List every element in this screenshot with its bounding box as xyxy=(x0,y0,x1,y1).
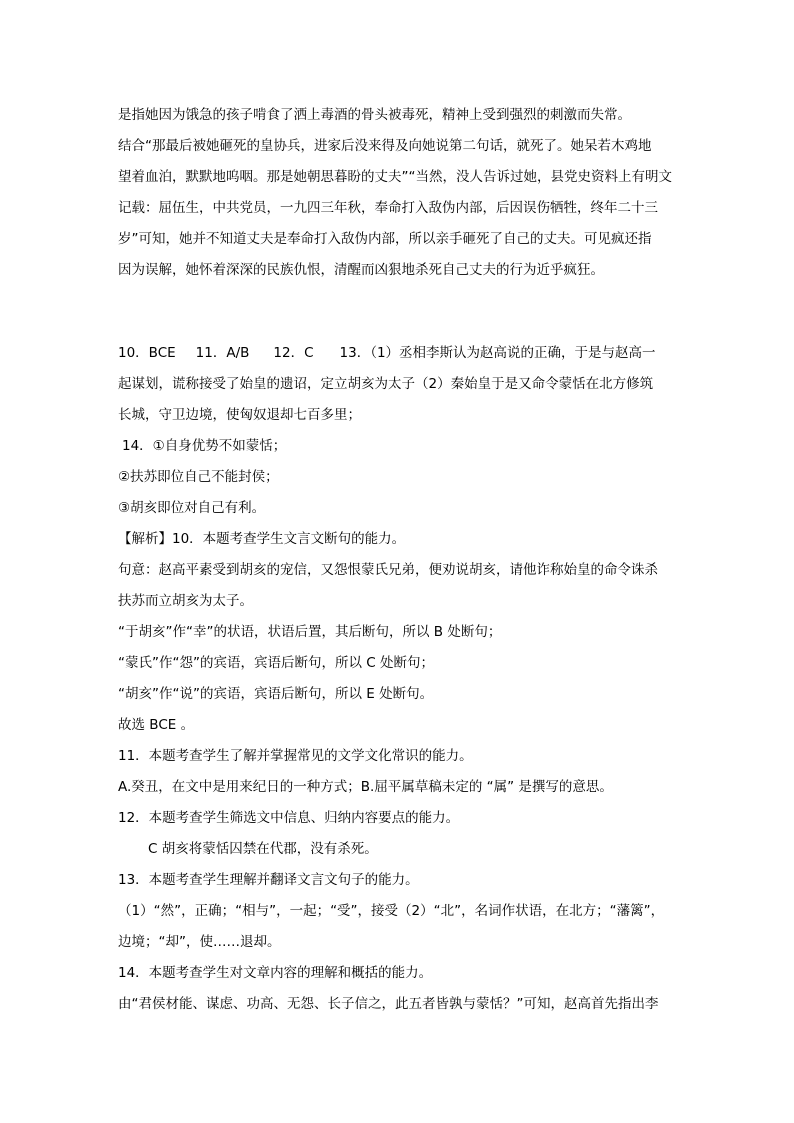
answer-q13-start: 13．（1）丞相李斯认为赵高说的正确，于是与赵高一 xyxy=(339,345,656,361)
answer-q13-line-2: 起谋划，谎称接受了始皇的遗诏，定立胡亥为太子（2）秦始皇于是又命令蒙恬在北方修筑 xyxy=(118,376,654,392)
explanation-line-13: （1）“然”，正确；“相与”，一起；“受”，接受（2）“北”，名词作状语，在北方；“藩篱”， xyxy=(118,903,665,919)
explanation-line-15: 14．本题考查学生对文章内容的理解和概括的能力。 xyxy=(118,965,433,981)
analysis-line-4: 记载：屈伍生，中共党员，一九四三年秋，奉命打入敌伪内部，后因误伤牺牲，终年二十三 xyxy=(118,200,658,216)
explanation-line-1: 【解析】10．本题考查学生文言文断句的能力。 xyxy=(118,531,406,547)
answer-q14-line-1: 14．①自身优势不如蒙恬； xyxy=(122,438,287,454)
explanation-line-2: 句意：赵高平素受到胡亥的宠信，又怨恨蒙氏兄弟，便劝说胡亥，请他诈称始皇的命令诛杀 xyxy=(118,562,658,578)
answer-q13-line-3: 长城，守卫边境，使匈奴退却七百多里； xyxy=(118,407,361,423)
analysis-line-2: 结合“那最后被她砸死的皇协兵，进家后没来得及向她说第二句话，就死了。她呆若木鸡地 xyxy=(118,138,652,154)
explanation-line-10: 12．本题考查学生筛选文中信息、归纳内容要点的能力。 xyxy=(118,810,460,826)
explanation-line-7: 故选 BCE 。 xyxy=(118,717,195,733)
analysis-line-1: 是指她因为饿急的孩子啃食了洒上毒酒的骨头被毒死，精神上受到强烈的刺激而失常。 xyxy=(118,107,631,123)
answer-q14-line-3: ③胡亥即位对自己有利。 xyxy=(118,500,266,516)
answer-q14-line-2: ②扶苏即位自己不能封侯； xyxy=(118,469,279,485)
explanation-line-6: “胡亥”作“说”的宾语，宾语后断句，所以 E 处断句。 xyxy=(118,686,434,702)
explanation-line-14: 边境；“却”，使……退却。 xyxy=(118,934,281,950)
analysis-line-3: 望着血泊，默默地呜咽。那是她朝思暮盼的丈夫”“当然，没人告诉过她，县党史资料上有明文 xyxy=(118,169,672,185)
explanation-line-8: 11．本题考查学生了解并掌握常见的文学文化常识的能力。 xyxy=(118,748,473,764)
section-gap xyxy=(118,286,682,338)
explanation-line-4: “于胡亥”作“幸”的状语，状语后置，其后断句，所以 B 处断句； xyxy=(118,624,502,640)
document-page xyxy=(118,100,682,1020)
analysis-line-5: 岁”可知，她并不知道丈夫是奉命打入敌伪内部，所以亲手砸死了自己的丈夫。可见疯还指 xyxy=(118,231,652,247)
analysis-line-6: 因为误解，她怀着深深的民族仇恨，清醒而凶狠地杀死自己丈夫的行为近乎疯狂。 xyxy=(118,262,604,278)
answer-q12: 12．C xyxy=(273,345,314,361)
explanation-line-3: 扶苏而立胡亥为太子。 xyxy=(118,593,253,609)
explanation-line-9: A.癸丑，在文中是用来纪日的一种方式；B.屈平属草稿未定的 “属” 是撰写的意思。 xyxy=(118,779,613,795)
explanation-line-11: C 胡亥将蒙恬囚禁在代郡，没有杀死。 xyxy=(148,841,378,857)
explanation-line-16: 由“君侯材能、谋虑、功高、无怨、长子信之，此五者皆孰与蒙恬？”可知，赵高首先指出李 xyxy=(118,996,659,1012)
answer-q10: 10．BCE xyxy=(118,345,176,361)
explanation-line-5: “蒙氏”作“怨”的宾语，宾语后断句，所以 C 处断句； xyxy=(118,655,434,671)
answer-q11: 11．A/B xyxy=(195,345,250,361)
answer-row xyxy=(118,338,682,369)
explanation-line-12: 13．本题考查学生理解并翻译文言文句子的能力。 xyxy=(118,872,419,888)
